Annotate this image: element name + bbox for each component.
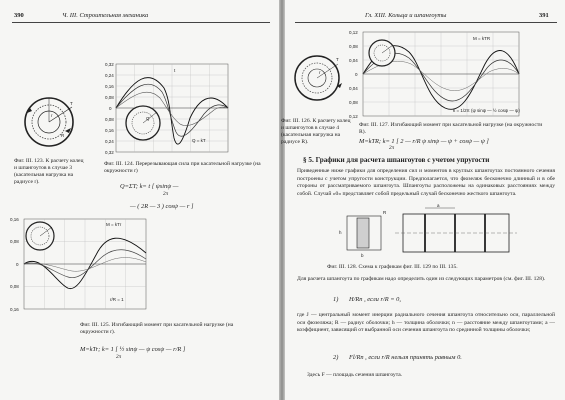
fig127-caption: Фиг. III. 127. Изгибающий момент при касательной нагрузке (на окружности R).: [359, 122, 543, 135]
fig125-caption: Фиг. III. 125. Изгибающий момент при касательной нагрузке (на окружности r).: [80, 322, 234, 335]
paragraph-params: Для расчета шпангоута по графикам надо определить один из следующих параметров (см. фиг. III. 128).: [297, 276, 546, 282]
fig124-equation-line1: [120, 183, 178, 190]
fig124-eq-line1-text: Q=ΣT; k= t [ ψsinψ —: [120, 183, 179, 190]
fig125-ring-inset: [22, 218, 58, 254]
fig127-tick: 0,12: [349, 114, 358, 119]
fig125-tick: 0,16: [10, 307, 19, 312]
fig124-tick: 0: [109, 106, 112, 111]
fig124-caption: Фиг. III. 124. Перерезывающая сила при касательной нагрузке (на окружности r): [104, 161, 261, 174]
fig124-tick: 0,24: [105, 73, 114, 78]
fig124-q-equation: Q = kT: [192, 138, 206, 143]
running-head-right: Гл. XIII. Кольца и шпангоуты: [365, 12, 447, 19]
fig127-tick: 0,08: [349, 44, 358, 49]
fig125-equation: M=kTr; k= 1 [ ½ sinψ — ψ cosψ — r/R ]: [80, 346, 186, 353]
fig124-tick: 0,16: [105, 84, 114, 89]
fig123-label-T: T: [70, 101, 73, 106]
fig127-ring-inset: [365, 36, 399, 70]
fig125-y-ticks: [10, 217, 19, 312]
fig127-tick: 0,04: [349, 86, 358, 91]
fig124-tick: 0,24: [105, 139, 114, 144]
fig125-tick: 0: [16, 262, 19, 267]
fig123-label-r: r: [51, 113, 53, 118]
fig127-formula: k = 1/2π (ψ sinψ — ½ cosψ — ψ): [453, 108, 520, 113]
fig124-equation-line2: — ( 2R — 3 ) cosψ — r ]: [130, 203, 194, 210]
fig125-tick: 0,08: [10, 284, 19, 289]
fig124-ring-inset: [122, 102, 164, 144]
fig126-label-T: T: [336, 57, 339, 62]
param2-number: 2): [333, 354, 339, 361]
param1-number: 1): [333, 296, 339, 303]
fig124-y-ticks: [105, 62, 114, 155]
paragraph-intro: Приведенные ниже графики для определения сил и моментов в круглых шпангоутах постоянного сечения построены с учетом упругости конструкции. Предполагается, что фюзеляж бесконечно длинный и в обе стороны от рассматриваемого шпангоута. Шпангоуты расположены на одинаковых расстояниях между собой. Случай «0» представляет собой предельный случай бесконечно жесткого шпангоута.: [297, 168, 555, 197]
fig128-label-h: h: [339, 230, 342, 235]
fig124-tick: 0,32: [105, 150, 114, 155]
fig127-tick: 0,04: [349, 58, 358, 63]
param1-equation: H/Rn , если r/R = 0,: [349, 296, 401, 303]
fig124-tick: 0,08: [105, 95, 114, 100]
fig128-label-R: R: [383, 210, 387, 215]
fig127-tick: 0: [355, 72, 358, 77]
fig127-y-ticks: [349, 30, 358, 119]
fig127-tick: 0,08: [349, 100, 358, 105]
fig123-ring-diagram: [20, 93, 78, 151]
left-page: [0, 0, 279, 400]
fig128-caption: Фиг. III. 128. Схема к графикам фиг. III. 129 по III. 135.: [327, 264, 458, 270]
fig124-eq-fraction: 2π: [163, 192, 169, 197]
fig126-caption: Фиг. III. 126. К расчету колец и шпангоутов в случае 4 (касательная нагрузка на радиусе R).: [281, 118, 351, 145]
fig128-schematic: [325, 204, 525, 260]
param2-equation: Fl/Rn , если r/R нельзя принять равным 0.: [349, 354, 462, 361]
fig125-tick: 0,16: [10, 217, 19, 222]
fig124-tick: 0,08: [105, 117, 114, 122]
fig125-eq-fraction: 2π: [116, 355, 122, 360]
fig123-label-R: R: [61, 133, 65, 138]
fig123-caption: Фиг. III. 123. К расчету колец и шпангоутов в случае 3 (касательная нагрузка на радиусе r).: [14, 158, 84, 185]
fig127-tick: 0,12: [349, 30, 358, 35]
fig124-tick: 0,32: [105, 62, 114, 67]
fig126-label-r: r: [319, 70, 321, 75]
fig124-inset-label-Q: Q: [146, 116, 150, 121]
fig128-label-b: b: [361, 253, 364, 258]
fig127-equation: M=kTR; k= 1 [ 2 — r/R ψ sinψ — ψ + cosψ — ψ ]: [359, 138, 489, 145]
right-page: [281, 0, 565, 400]
fig125-r-ratio: r/R = 1: [110, 297, 124, 302]
fig126-ring-diagram: [289, 50, 345, 106]
fig125-tick: 0,08: [10, 239, 19, 244]
header-rule-right: [295, 22, 557, 23]
header-rule-left: [12, 22, 270, 23]
footer-note: Здесь F — площадь сечения шпангоута.: [307, 372, 403, 378]
fig127-eq-fraction: 2π: [389, 146, 395, 151]
fig125-m-equation: M = kTr: [106, 222, 122, 227]
fig124-tick: 0,16: [105, 128, 114, 133]
section-title: § 5. Графики для расчета шпангоутов с учетом упругости: [303, 156, 490, 164]
fig124-label-t: t: [174, 68, 176, 73]
page-number-left: 390: [14, 12, 24, 19]
definitions-list: где J — центральный момент инерции радиального сечения шпангоута относительно оси, параллельной оси фюзеляжа; R — радиус оболочки; h — толщина оболочки; n — расстояние между шпангоутами; a — коэффициент, зависящий от выбранной оси сечения шпангоута по срединной толщины оболочки;: [297, 312, 555, 334]
running-head-left: Ч. III. Строительная механика: [62, 12, 149, 19]
fig128-label-a: a: [437, 203, 440, 208]
fig127-m-equation: M = kTR: [473, 36, 491, 41]
page-number-right: 391: [539, 12, 549, 19]
